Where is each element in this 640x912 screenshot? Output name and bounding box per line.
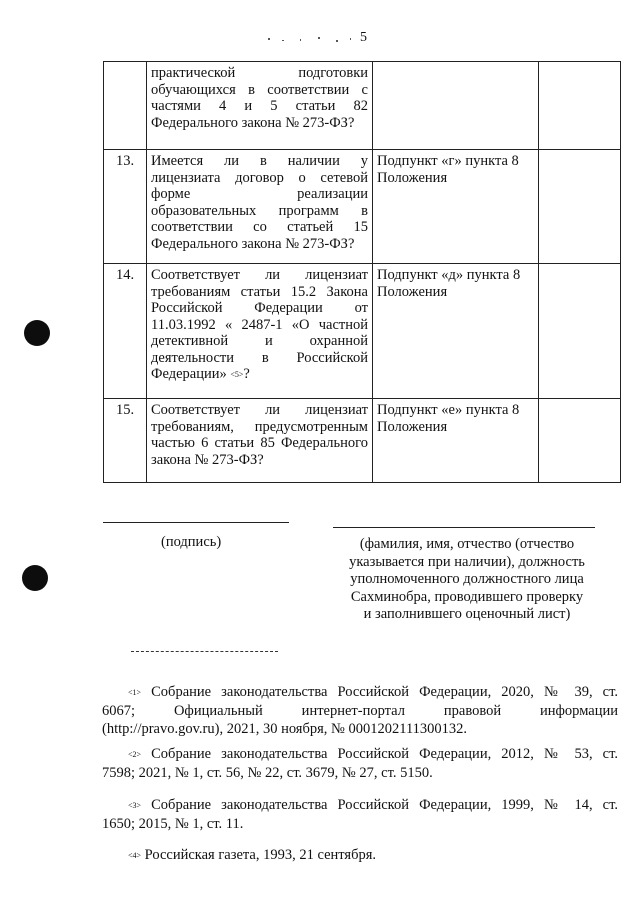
table-row (104, 399, 621, 483)
name-line (333, 527, 595, 528)
question-cell: практической подготовки обучающихся в соответствии с частями 4 и 5 статьи 82 Федерального закона № 273-ФЗ? (147, 62, 373, 150)
basis-cell: Подпункт «г» пункта 8 Положения (373, 150, 539, 264)
footnote-4: <4> Российская газета, 1993, 21 сентября. (128, 847, 377, 863)
footnote-mark: <4> (128, 851, 142, 860)
question-cell: Соответствует ли лицензиат требованиям, предусмотренным частью 6 статьи 85 Федерального закона № 273-ФЗ? (147, 399, 373, 483)
signature-caption: (подпись) (161, 534, 222, 550)
row-number: 13. (104, 150, 147, 264)
signature-line (103, 522, 289, 523)
row-number: 15. (104, 399, 147, 483)
footnote-mark: <3> (128, 801, 142, 810)
table-row (104, 62, 621, 150)
page-number: 5 (360, 30, 367, 45)
question-cell: Соответствует ли лицензиат требованиям статьи 15.2 Закона Российской Федерации от 11.03.1992 « 2487-1 «О частной детективной и охранной деятельности в Российской Федерации» <5>? (147, 264, 373, 399)
footnote-2: <2> Собрание законодательства Российской Федерации, 2012, № 53, ст. 7598; 2021, № 1, ст. 56, № 22, ст. 3679, № 27, ст. 5150. (102, 746, 618, 781)
footnote-mark: <1> (128, 688, 142, 697)
binder-hole-top (24, 320, 50, 346)
row-number: 14. (104, 264, 147, 399)
table-row (104, 264, 621, 399)
question-cell: Имеется ли в наличии у лицензиата договор о сетевой форме реализации образовательных программ в соответствии со статьей 15 Федерального закона № 273-ФЗ? (147, 150, 373, 264)
binder-hole-bottom (22, 565, 48, 591)
basis-cell (373, 62, 539, 150)
mark-cell (539, 150, 621, 264)
footnote-ref: <5> (230, 370, 244, 379)
table-row (104, 150, 621, 264)
footnote-mark: <2> (128, 750, 142, 759)
checklist-table (103, 61, 621, 483)
footnote-separator (131, 651, 278, 652)
mark-cell (539, 62, 621, 150)
name-position-caption: (фамилия, имя, отчество (отчество указывается при наличии), должность уполномоченного должностного лица Сахминобра, проводившего проверку и заполнившего оценочный лист) (349, 536, 585, 622)
mark-cell (539, 264, 621, 399)
basis-cell: Подпункт «е» пункта 8 Положения (373, 399, 539, 483)
basis-cell: Подпункт «д» пункта 8 Положения (373, 264, 539, 399)
mark-cell (539, 399, 621, 483)
footnote-3: <3> Собрание законодательства Российской Федерации, 1999, № 14, ст. 1650; 2015, № 1, ст. 11. (102, 797, 618, 832)
footnote-1: <1> Собрание законодательства Российской Федерации, 2020, № 39, ст. 6067; Официальный интернет-портал правовой информации (http://pravo.gov.ru), 2021, 30 ноября, № 0001202111300132. (102, 684, 618, 737)
row-number (104, 62, 147, 150)
